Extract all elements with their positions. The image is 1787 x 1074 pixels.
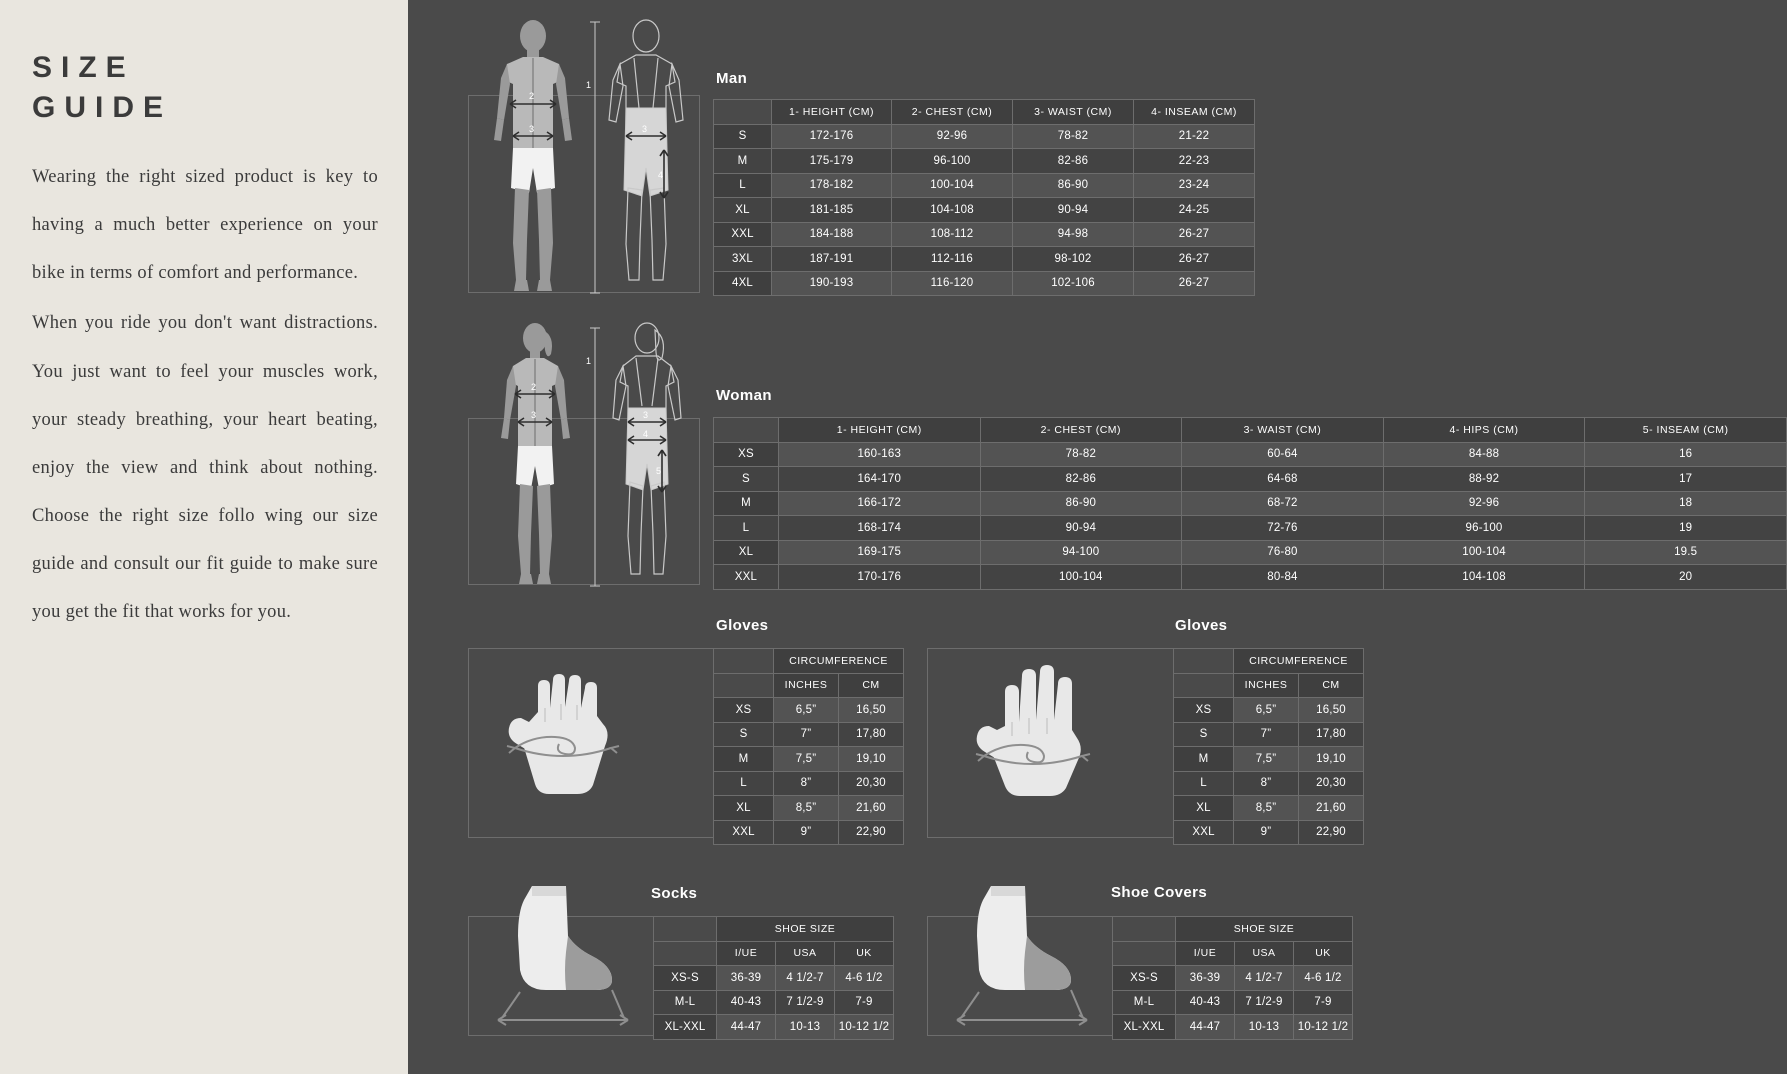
sc-r2-size: XL-XXL [1113, 1015, 1176, 1040]
woman-r0-c5: 16 [1585, 442, 1787, 467]
sk-r1-usa: 7 1/2-9 [776, 990, 835, 1015]
table-row [1174, 722, 1364, 747]
intro-paragraph-2: When you ride you don't want distractions. You just want to feel your muscles work, your steady breathing, your heart beating, enjoy the view and think about nothing. Choose the right size follo wing our size guide and consult our fit guide to make sure you get the fit that works for you. [32, 313, 378, 623]
woman-header-1: 1- HEIGHT (CM) [778, 418, 980, 443]
gloves-left-group-header-row [714, 649, 904, 674]
gr-r4-cm: 21,60 [1299, 796, 1364, 821]
shoe-covers-corner [1113, 917, 1176, 942]
gloves-left-header-row [714, 673, 904, 698]
man-r5-c3: 98-102 [1013, 247, 1134, 272]
gr-r3-cm: 20,30 [1299, 771, 1364, 796]
woman-r2-size: M [714, 491, 779, 516]
man-r1-c2: 96-100 [892, 149, 1013, 174]
sk-r1-eu: 40-43 [717, 990, 776, 1015]
man-r0-size: S [714, 124, 772, 149]
socks-corner [654, 917, 717, 942]
man-r2-c4: 23-24 [1134, 173, 1255, 198]
woman-r5-c5: 20 [1585, 565, 1787, 590]
intro-panel [0, 0, 408, 1074]
man-label-3b: 3 [642, 124, 648, 134]
gl-r1-cm: 17,80 [839, 722, 904, 747]
gl-r5-cm: 22,90 [839, 820, 904, 845]
sc-r0-uk: 4-6 1/2 [1294, 966, 1353, 991]
gloves-left-header-0 [714, 673, 774, 698]
socks-header-3: UK [835, 941, 894, 966]
gloves-right-header-0 [1174, 673, 1234, 698]
shoe-covers-header-row [1113, 941, 1353, 966]
sc-r1-size: M-L [1113, 990, 1176, 1015]
man-r2-c2: 100-104 [892, 173, 1013, 198]
woman-r2-c1: 166-172 [778, 491, 980, 516]
gr-r5-size: XXL [1174, 820, 1234, 845]
sc-r2-eu: 44-47 [1176, 1015, 1235, 1040]
table-row [1113, 966, 1353, 991]
man-r0-c1: 172-176 [772, 124, 892, 149]
table-row [714, 198, 1255, 223]
gl-r5-size: XXL [714, 820, 774, 845]
table-row [714, 467, 1787, 492]
socks-header-row [654, 941, 894, 966]
woman-label-4: 4 [643, 429, 649, 439]
gloves-right-header-row [1174, 673, 1364, 698]
woman-header-4: 4- HIPS (CM) [1383, 418, 1585, 443]
woman-label-3: 3 [531, 410, 537, 420]
woman-r3-size: L [714, 516, 779, 541]
man-r5-c1: 187-191 [772, 247, 892, 272]
table-row [714, 796, 904, 821]
man-size-table [713, 99, 1255, 296]
man-header-1: 1- HEIGHT (CM) [772, 100, 892, 125]
woman-r5-c3: 80-84 [1182, 565, 1384, 590]
sc-r1-uk: 7-9 [1294, 990, 1353, 1015]
woman-r4-c4: 100-104 [1383, 540, 1585, 565]
man-label-4: 4 [658, 170, 664, 180]
woman-r3-c3: 72-76 [1182, 516, 1384, 541]
man-r6-c4: 26-27 [1134, 271, 1255, 296]
woman-figure-illustration [463, 308, 713, 590]
woman-table-header-row [714, 418, 1787, 443]
man-r6-c2: 116-120 [892, 271, 1013, 296]
gloves-right-title: Gloves [1175, 617, 1228, 634]
gloves-left-header-1: INCHES [774, 673, 839, 698]
table-row [714, 722, 904, 747]
gl-r2-size: M [714, 747, 774, 772]
gloves-right-header-1: INCHES [1234, 673, 1299, 698]
sc-r1-usa: 7 1/2-9 [1235, 990, 1294, 1015]
man-r0-c3: 78-82 [1013, 124, 1134, 149]
shoe-covers-title: Shoe Covers [1111, 884, 1208, 901]
table-row [1174, 747, 1364, 772]
table-row [714, 698, 904, 723]
gl-r1-size: S [714, 722, 774, 747]
man-r3-c2: 104-108 [892, 198, 1013, 223]
man-r3-c3: 90-94 [1013, 198, 1134, 223]
shoe-covers-header-1: I/UE [1176, 941, 1235, 966]
man-table-header-row [714, 100, 1255, 125]
table-row [1113, 990, 1353, 1015]
man-label-3: 3 [529, 124, 535, 134]
man-label-2: 2 [529, 91, 535, 101]
gloves-right-header-2: CM [1299, 673, 1364, 698]
sk-r2-size: XL-XXL [654, 1015, 717, 1040]
sk-r0-usa: 4 1/2-7 [776, 966, 835, 991]
shoe-covers-group-header-row [1113, 917, 1353, 942]
gloves-right-group-header-row [1174, 649, 1364, 674]
woman-label-2: 2 [531, 382, 537, 392]
gloves-left-title: Gloves [716, 617, 769, 634]
woman-label-1: 1 [586, 356, 592, 366]
man-header-4: 4- INSEAM (CM) [1134, 100, 1255, 125]
gl-r0-in: 6,5” [774, 698, 839, 723]
man-r0-c2: 92-96 [892, 124, 1013, 149]
man-r2-size: L [714, 173, 772, 198]
woman-r5-size: XXL [714, 565, 779, 590]
sk-r0-size: XS-S [654, 966, 717, 991]
man-r1-c4: 22-23 [1134, 149, 1255, 174]
man-header-3: 3- WAIST (CM) [1013, 100, 1134, 125]
woman-r1-c2: 82-86 [980, 467, 1182, 492]
sc-r2-uk: 10-12 1/2 [1294, 1015, 1353, 1040]
sc-r0-usa: 4 1/2-7 [1235, 966, 1294, 991]
gr-r4-in: 8,5” [1234, 796, 1299, 821]
woman-header-2: 2- CHEST (CM) [980, 418, 1182, 443]
gl-r4-size: XL [714, 796, 774, 821]
shoe-covers-illustration [939, 874, 1119, 1039]
table-row [714, 516, 1787, 541]
sc-r0-eu: 36-39 [1176, 966, 1235, 991]
man-r6-c1: 190-193 [772, 271, 892, 296]
table-row [714, 540, 1787, 565]
woman-r2-c3: 68-72 [1182, 491, 1384, 516]
gloves-left-size-table [713, 648, 904, 845]
woman-header-0 [714, 418, 779, 443]
sk-r0-eu: 36-39 [717, 966, 776, 991]
socks-header-1: I/UE [717, 941, 776, 966]
table-row [714, 173, 1255, 198]
socks-group-header-row [654, 917, 894, 942]
gr-r5-in: 9” [1234, 820, 1299, 845]
socks-header-0 [654, 941, 717, 966]
shoe-covers-header-2: USA [1235, 941, 1294, 966]
gr-r3-size: L [1174, 771, 1234, 796]
man-r3-c1: 181-185 [772, 198, 892, 223]
gl-r2-cm: 19,10 [839, 747, 904, 772]
man-r1-c1: 175-179 [772, 149, 892, 174]
table-row [1174, 796, 1364, 821]
shoe-covers-size-table [1112, 916, 1353, 1040]
man-r3-size: XL [714, 198, 772, 223]
woman-r3-c1: 168-174 [778, 516, 980, 541]
sc-r1-eu: 40-43 [1176, 990, 1235, 1015]
gr-r1-size: S [1174, 722, 1234, 747]
man-r3-c4: 24-25 [1134, 198, 1255, 223]
gl-r3-size: L [714, 771, 774, 796]
man-r4-size: XXL [714, 222, 772, 247]
woman-r0-c3: 60-64 [1182, 442, 1384, 467]
man-r0-c4: 21-22 [1134, 124, 1255, 149]
gloves-right-illustration [960, 660, 1160, 830]
table-row [714, 247, 1255, 272]
woman-r2-c2: 86-90 [980, 491, 1182, 516]
gr-r2-cm: 19,10 [1299, 747, 1364, 772]
woman-label-5: 5 [656, 466, 662, 476]
gr-r2-in: 7,5” [1234, 747, 1299, 772]
socks-size-table [653, 916, 894, 1040]
woman-label-3b: 3 [643, 410, 649, 420]
gr-r1-cm: 17,80 [1299, 722, 1364, 747]
table-row [714, 771, 904, 796]
man-r5-size: 3XL [714, 247, 772, 272]
woman-r0-c4: 84-88 [1383, 442, 1585, 467]
man-r4-c3: 94-98 [1013, 222, 1134, 247]
man-r5-c4: 26-27 [1134, 247, 1255, 272]
man-r4-c4: 26-27 [1134, 222, 1255, 247]
gloves-right-corner [1174, 649, 1234, 674]
woman-r5-c4: 104-108 [1383, 565, 1585, 590]
sk-r0-uk: 4-6 1/2 [835, 966, 894, 991]
gr-r2-size: M [1174, 747, 1234, 772]
sk-r2-usa: 10-13 [776, 1015, 835, 1040]
man-r4-c2: 108-112 [892, 222, 1013, 247]
man-r1-c3: 82-86 [1013, 149, 1134, 174]
table-row [714, 149, 1255, 174]
woman-r4-c1: 169-175 [778, 540, 980, 565]
woman-r1-c4: 88-92 [1383, 467, 1585, 492]
woman-r2-c5: 18 [1585, 491, 1787, 516]
woman-size-table [713, 417, 1787, 590]
table-row [714, 271, 1255, 296]
woman-r4-c2: 94-100 [980, 540, 1182, 565]
man-r2-c3: 86-90 [1013, 173, 1134, 198]
gl-r4-in: 8,5” [774, 796, 839, 821]
gr-r0-size: XS [1174, 698, 1234, 723]
gl-r3-cm: 20,30 [839, 771, 904, 796]
gr-r0-cm: 16,50 [1299, 698, 1364, 723]
sc-r0-size: XS-S [1113, 966, 1176, 991]
gloves-left-corner [714, 649, 774, 674]
sc-r2-usa: 10-13 [1235, 1015, 1294, 1040]
table-row [1174, 771, 1364, 796]
gr-r4-size: XL [1174, 796, 1234, 821]
gr-r5-cm: 22,90 [1299, 820, 1364, 845]
woman-r3-c4: 96-100 [1383, 516, 1585, 541]
table-row [714, 565, 1787, 590]
table-row [714, 442, 1787, 467]
gl-r0-cm: 16,50 [839, 698, 904, 723]
woman-r4-size: XL [714, 540, 779, 565]
woman-r0-c2: 78-82 [980, 442, 1182, 467]
table-row [654, 1015, 894, 1040]
gloves-right-group-header: CIRCUMFERENCE [1234, 649, 1364, 674]
table-row [1113, 1015, 1353, 1040]
gl-r2-in: 7,5” [774, 747, 839, 772]
shoe-covers-header-0 [1113, 941, 1176, 966]
table-row [654, 990, 894, 1015]
woman-r0-c1: 160-163 [778, 442, 980, 467]
gl-r1-in: 7” [774, 722, 839, 747]
woman-r1-c1: 164-170 [778, 467, 980, 492]
woman-r2-c4: 92-96 [1383, 491, 1585, 516]
woman-r0-size: XS [714, 442, 779, 467]
woman-r4-c3: 76-80 [1182, 540, 1384, 565]
table-row [1174, 820, 1364, 845]
woman-r4-c5: 19.5 [1585, 540, 1787, 565]
tables-panel [408, 0, 1729, 1074]
man-r6-c3: 102-106 [1013, 271, 1134, 296]
shoe-covers-header-3: UK [1294, 941, 1353, 966]
table-row [714, 124, 1255, 149]
woman-r3-c2: 90-94 [980, 516, 1182, 541]
gl-r4-cm: 21,60 [839, 796, 904, 821]
sk-r1-uk: 7-9 [835, 990, 894, 1015]
man-r5-c2: 112-116 [892, 247, 1013, 272]
table-row [714, 491, 1787, 516]
man-section-title: Man [716, 70, 748, 87]
table-row [654, 966, 894, 991]
socks-group-header: SHOE SIZE [717, 917, 894, 942]
gr-r1-in: 7” [1234, 722, 1299, 747]
man-r6-size: 4XL [714, 271, 772, 296]
woman-section-title: Woman [716, 387, 772, 404]
man-header-0 [714, 100, 772, 125]
table-row [714, 222, 1255, 247]
sk-r1-size: M-L [654, 990, 717, 1015]
gloves-left-group-header: CIRCUMFERENCE [774, 649, 904, 674]
table-row [714, 747, 904, 772]
man-r1-size: M [714, 149, 772, 174]
woman-r1-size: S [714, 467, 779, 492]
man-label-1: 1 [586, 80, 592, 90]
table-row [1174, 698, 1364, 723]
man-header-2: 2- CHEST (CM) [892, 100, 1013, 125]
sk-r2-eu: 44-47 [717, 1015, 776, 1040]
woman-r1-c3: 64-68 [1182, 467, 1384, 492]
socks-illustration [480, 874, 660, 1039]
shoe-covers-group-header: SHOE SIZE [1176, 917, 1353, 942]
man-r2-c1: 178-182 [772, 173, 892, 198]
woman-r3-c5: 19 [1585, 516, 1787, 541]
gloves-right-size-table [1173, 648, 1364, 845]
sk-r2-uk: 10-12 1/2 [835, 1015, 894, 1040]
gl-r3-in: 8” [774, 771, 839, 796]
intro-paragraph-1: Wearing the right sized product is key to having a much better experience on your bike in terms of comfort and performance. [32, 167, 378, 284]
woman-r5-c2: 100-104 [980, 565, 1182, 590]
socks-header-2: USA [776, 941, 835, 966]
table-row [714, 820, 904, 845]
gr-r0-in: 6,5” [1234, 698, 1299, 723]
gl-r0-size: XS [714, 698, 774, 723]
man-figure-illustration [463, 8, 713, 298]
woman-header-3: 3- WAIST (CM) [1182, 418, 1384, 443]
gloves-left-header-2: CM [839, 673, 904, 698]
title-line-2: GUIDE [32, 90, 173, 124]
gr-r3-in: 8” [1234, 771, 1299, 796]
woman-r1-c5: 17 [1585, 467, 1787, 492]
title-line-1: SIZE [32, 51, 135, 84]
gl-r5-in: 9” [774, 820, 839, 845]
gloves-left-illustration [493, 660, 693, 830]
man-r4-c1: 184-188 [772, 222, 892, 247]
woman-r5-c1: 170-176 [778, 565, 980, 590]
page-title [32, 48, 378, 127]
woman-header-5: 5- INSEAM (CM) [1585, 418, 1787, 443]
socks-title: Socks [651, 885, 698, 902]
